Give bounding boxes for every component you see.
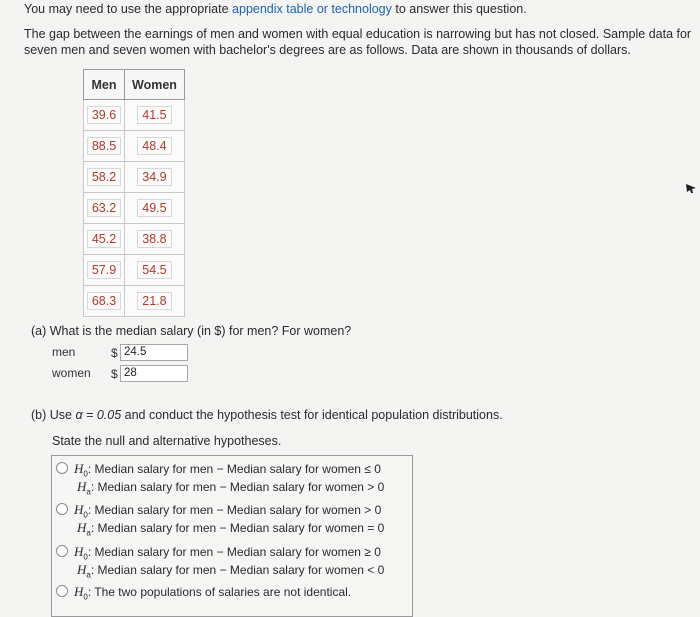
h0-symbol: H [74, 461, 84, 476]
radio-button[interactable] [56, 545, 68, 557]
part-b-prefix: (b) Use [31, 408, 72, 422]
ha-symbol: H [77, 520, 87, 535]
women-cell: 48.4 [137, 137, 171, 155]
null-hypothesis: Median salary for men − Median salary for women ≥ 0 [94, 545, 381, 559]
alpha-value: α = 0.05 [75, 408, 122, 422]
header-women: Women [125, 70, 185, 100]
ha-subscript: a [86, 528, 91, 538]
men-currency: $ [111, 346, 118, 360]
women-cell: 38.8 [137, 230, 171, 248]
alternative-hypothesis: Median salary for men − Median salary for women = 0 [97, 521, 385, 535]
appendix-link[interactable]: appendix table or technology [232, 2, 392, 16]
part-b-suffix: and conduct the hypothesis test for identical population distributions. [124, 408, 503, 422]
table-row [84, 162, 185, 193]
mouse-cursor-icon [684, 181, 698, 195]
salary-table [83, 69, 185, 317]
men-cell: 63.2 [87, 199, 121, 217]
table-row [84, 100, 185, 131]
men-cell: 39.6 [87, 106, 121, 124]
intro-text-end: to answer this question. [395, 2, 527, 16]
men-cell: 57.9 [87, 261, 121, 279]
men-label: men [52, 345, 76, 359]
table-row [84, 255, 185, 286]
radio-button[interactable] [56, 585, 68, 597]
women-cell: 41.5 [137, 106, 171, 124]
women-cell: 34.9 [137, 168, 171, 186]
ha-subscript: a [86, 487, 91, 497]
alternative-hypothesis: Median salary for men − Median salary for women > 0 [97, 480, 385, 494]
women-cell: 21.8 [137, 292, 171, 310]
radio-button[interactable] [56, 462, 68, 474]
men-cell: 45.2 [87, 230, 121, 248]
h0-subscript: 0 [83, 552, 88, 562]
hypothesis-options: $H_0$: Median salary for men − Median salary for women ≤ 0 $H_a$: Median salary for men − Median salary for women > 0 $H_0$: Median salary for men − Median salary for women > 0 $H_a$: Median salary for men − Median salary for women = 0 $H_0$: Median salary for men − Median salary for women ≥ 0 $H_a$: Median salary for men − Median salary for women < 0 $H_0$: The two populations of salaries are not identical. [51, 455, 413, 617]
ha-symbol: H [77, 562, 87, 577]
h0-subscript: 0 [83, 592, 88, 602]
men-cell: 88.5 [87, 137, 121, 155]
women-label: women [52, 366, 91, 380]
men-median-input[interactable]: 24.5 [120, 344, 188, 361]
ha-symbol: H [77, 479, 87, 494]
problem-statement: The gap between the earnings of men and women with equal education is narrowing but has not closed. Sample data for seven men and seven women with bachelor's degrees are as follows. Data are shown in thousands of dollars. [24, 27, 692, 57]
radio-button[interactable] [56, 503, 68, 515]
h0-subscript: 0 [83, 510, 88, 520]
null-hypothesis: Median salary for men − Median salary for women ≤ 0 [94, 462, 381, 476]
h0-symbol: H [74, 544, 84, 559]
null-hypothesis: Median salary for men − Median salary for women > 0 [94, 503, 382, 517]
h0-subscript: 0 [83, 469, 88, 479]
women-cell: 54.5 [137, 261, 171, 279]
alternative-hypothesis: Median salary for men − Median salary for women < 0 [97, 563, 385, 577]
men-cell: 58.2 [87, 168, 121, 186]
table-row [84, 286, 185, 317]
ha-subscript: a [86, 570, 91, 580]
state-hypotheses-prompt: State the null and alternative hypotheses. [52, 434, 282, 448]
null-hypothesis: The two populations of salaries are not identical. [94, 585, 352, 599]
table-row [84, 193, 185, 224]
women-cell: 49.5 [137, 199, 171, 217]
intro-instruction [24, 2, 527, 16]
header-men: Men [84, 70, 125, 100]
part-a-question: (a) What is the median salary (in $) for men? For women? [31, 324, 352, 338]
part-b-question [31, 408, 503, 422]
table-row [84, 224, 185, 255]
h0-symbol: H [74, 584, 84, 599]
women-currency: $ [111, 367, 118, 381]
table-row [84, 131, 185, 162]
men-cell: 68.3 [87, 292, 121, 310]
h0-symbol: H [74, 502, 84, 517]
women-median-input[interactable]: 28 [120, 365, 188, 382]
intro-text: You may need to use the appropriate [24, 2, 229, 16]
